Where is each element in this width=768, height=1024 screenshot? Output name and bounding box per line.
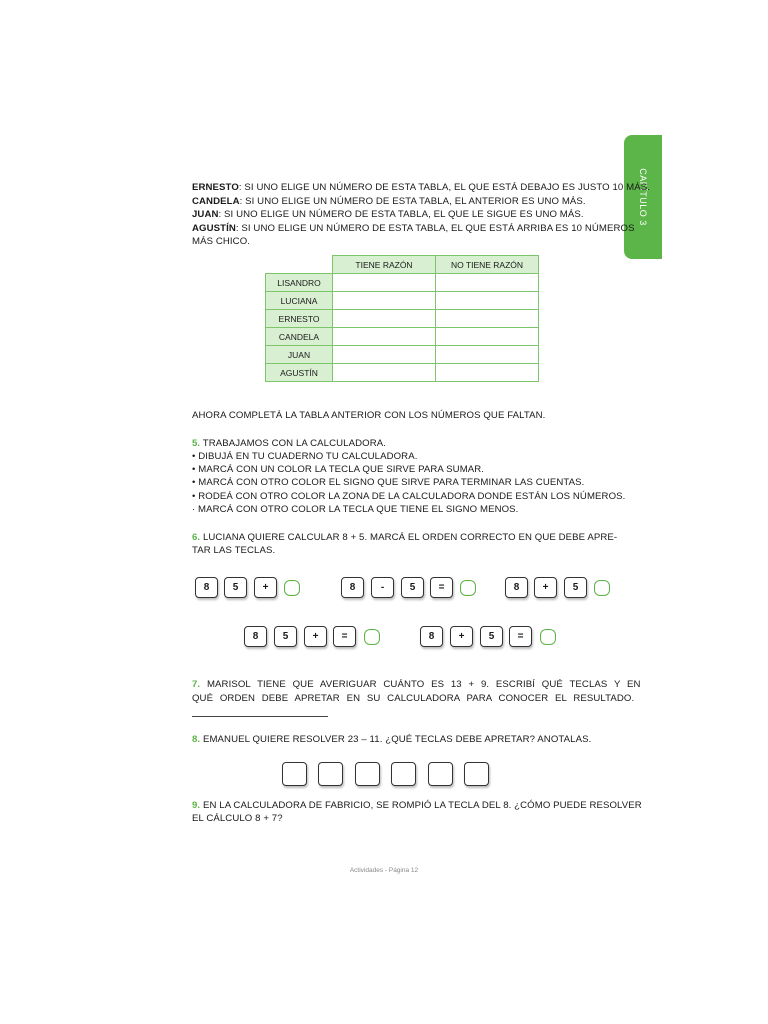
q5-item: • MARCÁ CON OTRO COLOR EL SIGNO QUE SIRVE PARA TERMINAR LAS CUENTAS. [192, 477, 585, 488]
key-button: 8 [505, 577, 528, 598]
q9-line2: EL CÁLCULO 8 + 7? [192, 813, 283, 824]
q5-title: 5. TRABAJAMOS CON LA CALCULADORA. [192, 438, 386, 449]
table-row: ERNESTO [266, 310, 539, 328]
table-header-empty [266, 256, 333, 274]
complete-instruction: AHORA COMPLETÁ LA TABLA ANTERIOR CON LOS NÚMEROS QUE FALTAN. [192, 410, 546, 421]
answer-checkbox[interactable] [364, 629, 380, 645]
statement-agustin: AGUSTÍN: SI UNO ELIGE UN NÚMERO DE ESTA TABLA, EL QUE ESTÁ ARRIBA ES 10 NÚMEROS [192, 223, 635, 234]
answer-line[interactable] [192, 716, 328, 717]
chapter-tab [624, 135, 662, 259]
table-row: LISANDRO [266, 274, 539, 292]
table-row: LUCIANA [266, 292, 539, 310]
q8-text: 8. EMANUEL QUIERE RESOLVER 23 – 11. ¿QUÉ TECLAS DEBE APRETAR? ANOTALAS. [192, 734, 592, 745]
table-header-row [266, 256, 539, 274]
blank-key[interactable] [355, 762, 380, 786]
q9-line1: 9. EN LA CALCULADORA DE FABRICIO, SE ROMPIÓ LA TECLA DEL 8. ¿CÓMO PUEDE RESOLVER [192, 800, 642, 811]
key-button: = [333, 626, 356, 647]
key-button: - [371, 577, 394, 598]
table-row: JUAN [266, 346, 539, 364]
blank-key[interactable] [428, 762, 453, 786]
answer-checkbox[interactable] [540, 629, 556, 645]
statement-ernesto: ERNESTO: SI UNO ELIGE UN NÚMERO DE ESTA TABLA, EL QUE ESTÁ DEBAJO ES JUSTO 10 MÁS. [192, 182, 650, 193]
statement-juan: JUAN: SI UNO ELIGE UN NÚMERO DE ESTA TABLA, EL QUE LE SIGUE ES UNO MÁS. [192, 209, 584, 220]
statement-candela: CANDELA: SI UNO ELIGE UN NÚMERO DE ESTA TABLA, EL ANTERIOR ES UNO MÁS. [192, 196, 586, 207]
blank-key[interactable] [391, 762, 416, 786]
key-button: 5 [564, 577, 587, 598]
q5-item: • RODEÁ CON OTRO COLOR LA ZONA DE LA CALCULADORA DONDE ESTÁN LOS NÚMEROS. [192, 491, 626, 502]
table-header: TIENE RAZÓN [333, 256, 436, 274]
table-row: AGUSTÍN [266, 364, 539, 382]
q7-line2: QUÉ ORDEN DEBE APRETAR EN SU CALCULADORA PARA CONOCER EL RESULTADO. [192, 693, 635, 704]
key-button: = [509, 626, 532, 647]
q5-item: • MARCÁ CON UN COLOR LA TECLA QUE SIRVE PARA SUMAR. [192, 464, 485, 475]
key-button: = [430, 577, 453, 598]
key-button: 5 [224, 577, 247, 598]
key-button: + [534, 577, 557, 598]
opinion-table [265, 255, 539, 382]
answer-checkbox[interactable] [594, 580, 610, 596]
key-button: 8 [341, 577, 364, 598]
key-button: + [304, 626, 327, 647]
key-button: 8 [195, 577, 218, 598]
q5-item: • DIBUJÁ EN TU CUADERNO TU CALCULADORA. [192, 451, 418, 462]
q5-item: · MARCÁ CON OTRO COLOR LA TECLA QUE TIENE EL SIGNO MENOS. [192, 504, 519, 515]
key-button: 5 [401, 577, 424, 598]
answer-checkbox[interactable] [284, 580, 300, 596]
q6-line2: TAR LAS TECLAS. [192, 545, 276, 556]
key-button: 5 [480, 626, 503, 647]
key-button: 8 [244, 626, 267, 647]
statement-cont: MÁS CHICO. [192, 236, 251, 247]
blank-key[interactable] [282, 762, 307, 786]
q7-line1: 7. MARISOL TIENE QUE AVERIGUAR CUÁNTO ES 13 + 9. ESCRIBÍ QUÉ TECLAS Y EN [192, 679, 641, 690]
table-row: CANDELA [266, 328, 539, 346]
answer-checkbox[interactable] [460, 580, 476, 596]
page-footer: Actividades - Página 12 [349, 867, 419, 874]
key-button: + [254, 577, 277, 598]
key-button: 8 [420, 626, 443, 647]
key-button: + [450, 626, 473, 647]
blank-key[interactable] [318, 762, 343, 786]
blank-key[interactable] [464, 762, 489, 786]
key-button: 5 [274, 626, 297, 647]
q6-line1: 6. LUCIANA QUIERE CALCULAR 8 + 5. MARCÁ EL ORDEN CORRECTO EN QUE DEBE APRE- [192, 532, 618, 543]
chapter-tab-label: CAPÍTULO 3 [638, 168, 648, 226]
table-header: NO TIENE RAZÓN [436, 256, 539, 274]
